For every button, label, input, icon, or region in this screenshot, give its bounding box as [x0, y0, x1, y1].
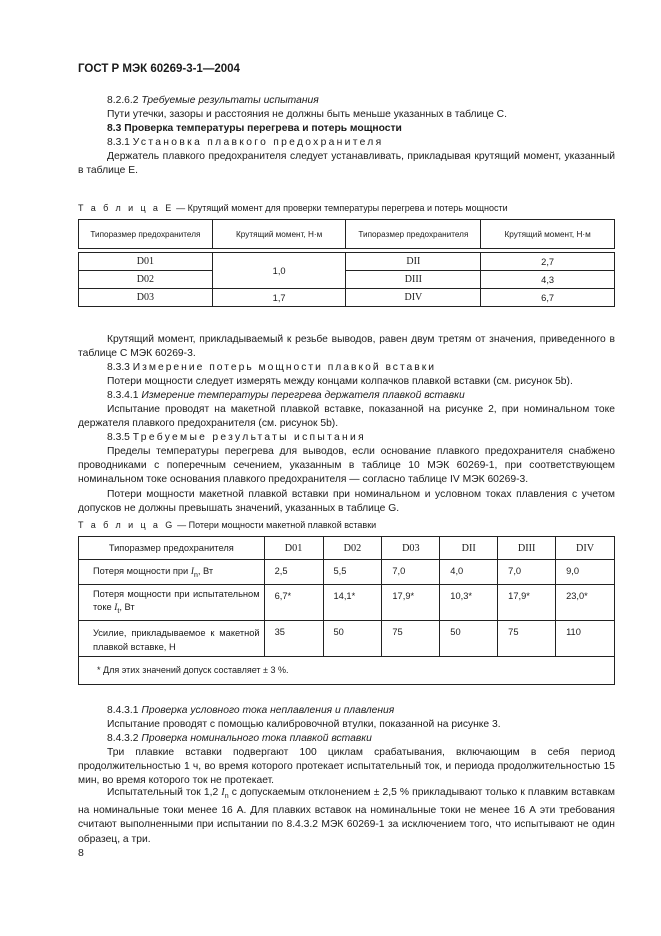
torque-paragraph: Крутящий момент, прикладываемый к резьбе выводов, равен двум третям от значения, приведенного в таблице С МЭК 60269-3. [78, 334, 615, 360]
text-part: Испытательный ток 1,2 [107, 787, 222, 798]
section-title: Измерение температуры перегрева держателя плавкой вставки [141, 390, 465, 401]
table-e-caption [78, 203, 508, 213]
row-label [79, 560, 265, 585]
table-note-row [79, 656, 615, 684]
subscript: n [193, 571, 198, 579]
section-title: Установка плавкого предохранителя [132, 137, 384, 148]
torque-cell: 4,3 [481, 271, 615, 289]
symbol: I [114, 603, 118, 614]
table-label: Т а б л и ц а Е [78, 203, 174, 213]
size-cell: DIV [346, 289, 481, 307]
section-8-2-6-2-text: Пути утечки, зазоры и расстояния не должны быть меньше указанных в таблице С. [107, 109, 507, 120]
section-8-4-3-2-text-1: Три плавкие вставки подвергают 100 циклам срабатывания, включающим в себя период продолжительностью 1 ч, во время которого протекает испытательный ток, и периода продолжительностью 15 мин, во время которого ток не протекает. [78, 747, 615, 787]
size-header-cell: DII [440, 537, 498, 560]
section-number: 8.4.3.1 [107, 705, 139, 716]
size-cell: D01 [79, 253, 213, 271]
torque-cell: 6,7 [481, 289, 615, 307]
section-8-2-6-2-heading [78, 94, 615, 108]
size-cell: DIII [346, 271, 481, 289]
size-cell: D03 [79, 289, 213, 307]
header-cell: Типоразмер предохранителя [346, 220, 481, 249]
value-cell: 35 [264, 621, 323, 656]
torque-cell: 1,0 [212, 253, 346, 289]
section-8-3-3-text: Потери мощности следует измерять между концами колпачков плавкой вставки (см. рисунок 5b). [107, 376, 573, 387]
table-label: Т а б л и ц а G [78, 520, 175, 530]
size-header-cell: D02 [323, 537, 382, 560]
section-title: Требуемые результаты испытания [132, 432, 366, 443]
size-cell: DII [346, 253, 481, 271]
torque-cell: 1,7 [212, 289, 346, 307]
section-8-4-3-2-heading [78, 732, 615, 746]
section-8-3-heading [78, 122, 615, 136]
table-row [79, 621, 615, 656]
header-cell: Типоразмер предохранителя [79, 537, 265, 560]
section-number: 8.3.1 [107, 137, 130, 148]
section-number: 8.3.3 [107, 362, 130, 373]
page-number: 8 [78, 847, 84, 859]
text-part: с допускаемым отклонением ± 2,5 % прикладывают только к плавким вставкам на номинальные токи менее 16 А. Для плавких вставок на номинальные токи не менее 16 А эти требования считают выполненными при испытании по 8.4.3.2 МЭК 60269-1 за исключением того, что испытывают не один образец, а три. [78, 787, 615, 845]
table-g [78, 536, 615, 685]
table-e [78, 219, 615, 307]
subscript: n [224, 793, 229, 801]
value-cell: 50 [440, 621, 498, 656]
table-caption-text: — Крутящий момент для проверки температуры перегрева и потерь мощности [173, 203, 508, 213]
value-cell: 7,0 [498, 560, 556, 585]
table-row [79, 560, 615, 585]
label-text: Потеря мощности при [93, 566, 191, 576]
section-title: Требуемые результаты испытания [141, 95, 319, 106]
size-header-cell: D01 [264, 537, 323, 560]
section-8-3-1-text: Держатель плавкого предохранителя следует устанавливать, прикладывая крутящий момент, указанный в таблице Е. [78, 151, 615, 177]
value-cell: 6,7* [264, 585, 323, 621]
row-label: Усилие, прикладываемое к макетной плавкой вставке, Н [79, 621, 265, 656]
label-text: , Вт [119, 602, 135, 613]
value-cell: 7,0 [382, 560, 440, 585]
table-row [79, 253, 615, 271]
section-8-3-5-text-2: Потери мощности макетной плавкой вставки при номинальном и условном токах плавления с учетом допусков не должны превышать значений, указанных в таблице G. [78, 489, 615, 515]
size-cell: D02 [79, 271, 213, 289]
section-number: 8.3.4.1 [107, 390, 139, 401]
table-caption-text: — Потери мощности макетной плавкой вставки [174, 520, 377, 530]
table-g-caption [78, 520, 376, 530]
row-label [79, 585, 265, 621]
section-8-3-5-heading [78, 431, 615, 445]
section-number: 8.4.3.2 [107, 733, 139, 744]
value-cell: 14,1* [323, 585, 382, 621]
label-text: Потеря мощности при испытательном токе [93, 589, 260, 613]
label-text: , Вт [197, 566, 214, 576]
table-row [79, 289, 615, 307]
value-cell: 2,5 [264, 560, 323, 585]
section-8-3-4-1-heading [78, 389, 615, 403]
value-cell: 17,9* [498, 585, 556, 621]
section-number: 8.3.5 [107, 432, 130, 443]
section-title: Проверка номинального тока плавкой вставки [141, 733, 372, 744]
header-cell: Крутящий момент, Н·м [481, 220, 615, 249]
section-title: Проверка условного тока неплавления и плавления [141, 705, 395, 716]
section-8-4-3-2-text-2 [78, 786, 615, 847]
value-cell: 75 [498, 621, 556, 656]
section-8-3-5-text-1: Пределы температуры перегрева для выводов, если основание плавкого предохранителя снабжено проводниками с поперечным сечением, указанным в таблице 10 МЭК 60269-1, при соответствующем номинальном токе основания плавкого предохранителя — согласно таблице IV МЭК 60269-3. [78, 446, 615, 486]
torque-cell: 2,7 [481, 253, 615, 271]
value-cell: 10,3* [440, 585, 498, 621]
section-title: Проверка температуры перегрева и потерь мощности [124, 123, 402, 134]
value-cell: 23,0* [556, 585, 615, 621]
section-8-4-3-1-heading [78, 704, 615, 718]
section-8-4-3-1-text: Испытание проводят с помощью калибровочной втулки, показанной на рисунке 3. [107, 719, 501, 730]
section-title: Измерение потерь мощности плавкой вставки [132, 362, 437, 373]
subscript: t [117, 608, 120, 616]
header-cell: Крутящий момент, Н·м [212, 220, 346, 249]
size-header-cell: DIV [556, 537, 615, 560]
value-cell: 75 [382, 621, 440, 656]
size-header-cell: D03 [382, 537, 440, 560]
header-cell: Типоразмер предохранителя [79, 220, 213, 249]
document-header: ГОСТ Р МЭК 60269-3-1—2004 [78, 63, 240, 75]
section-number: 8.2.6.2 [107, 95, 139, 106]
value-cell: 5,5 [323, 560, 382, 585]
value-cell: 110 [556, 621, 615, 656]
table-row [79, 585, 615, 621]
section-8-3-4-1-text: Испытание проводят на макетной плавкой вставке, показанной на рисунке 2, при номинальном токе держателя плавкого предохранителя (см. рисунок 5b). [78, 404, 615, 430]
section-8-3-1-heading [78, 136, 615, 150]
value-cell: 4,0 [440, 560, 498, 585]
symbol: I [190, 567, 194, 577]
table-header-row [79, 220, 615, 249]
table-header-row [79, 537, 615, 560]
section-8-3-3-heading [78, 361, 615, 375]
value-cell: 50 [323, 621, 382, 656]
section-number: 8.3 [107, 123, 122, 134]
symbol: I [221, 787, 225, 798]
table-row [79, 271, 615, 289]
table-note: * Для этих значений допуск составляет ± 3 %. [79, 656, 615, 684]
value-cell: 17,9* [382, 585, 440, 621]
value-cell: 9,0 [556, 560, 615, 585]
size-header-cell: DIII [498, 537, 556, 560]
